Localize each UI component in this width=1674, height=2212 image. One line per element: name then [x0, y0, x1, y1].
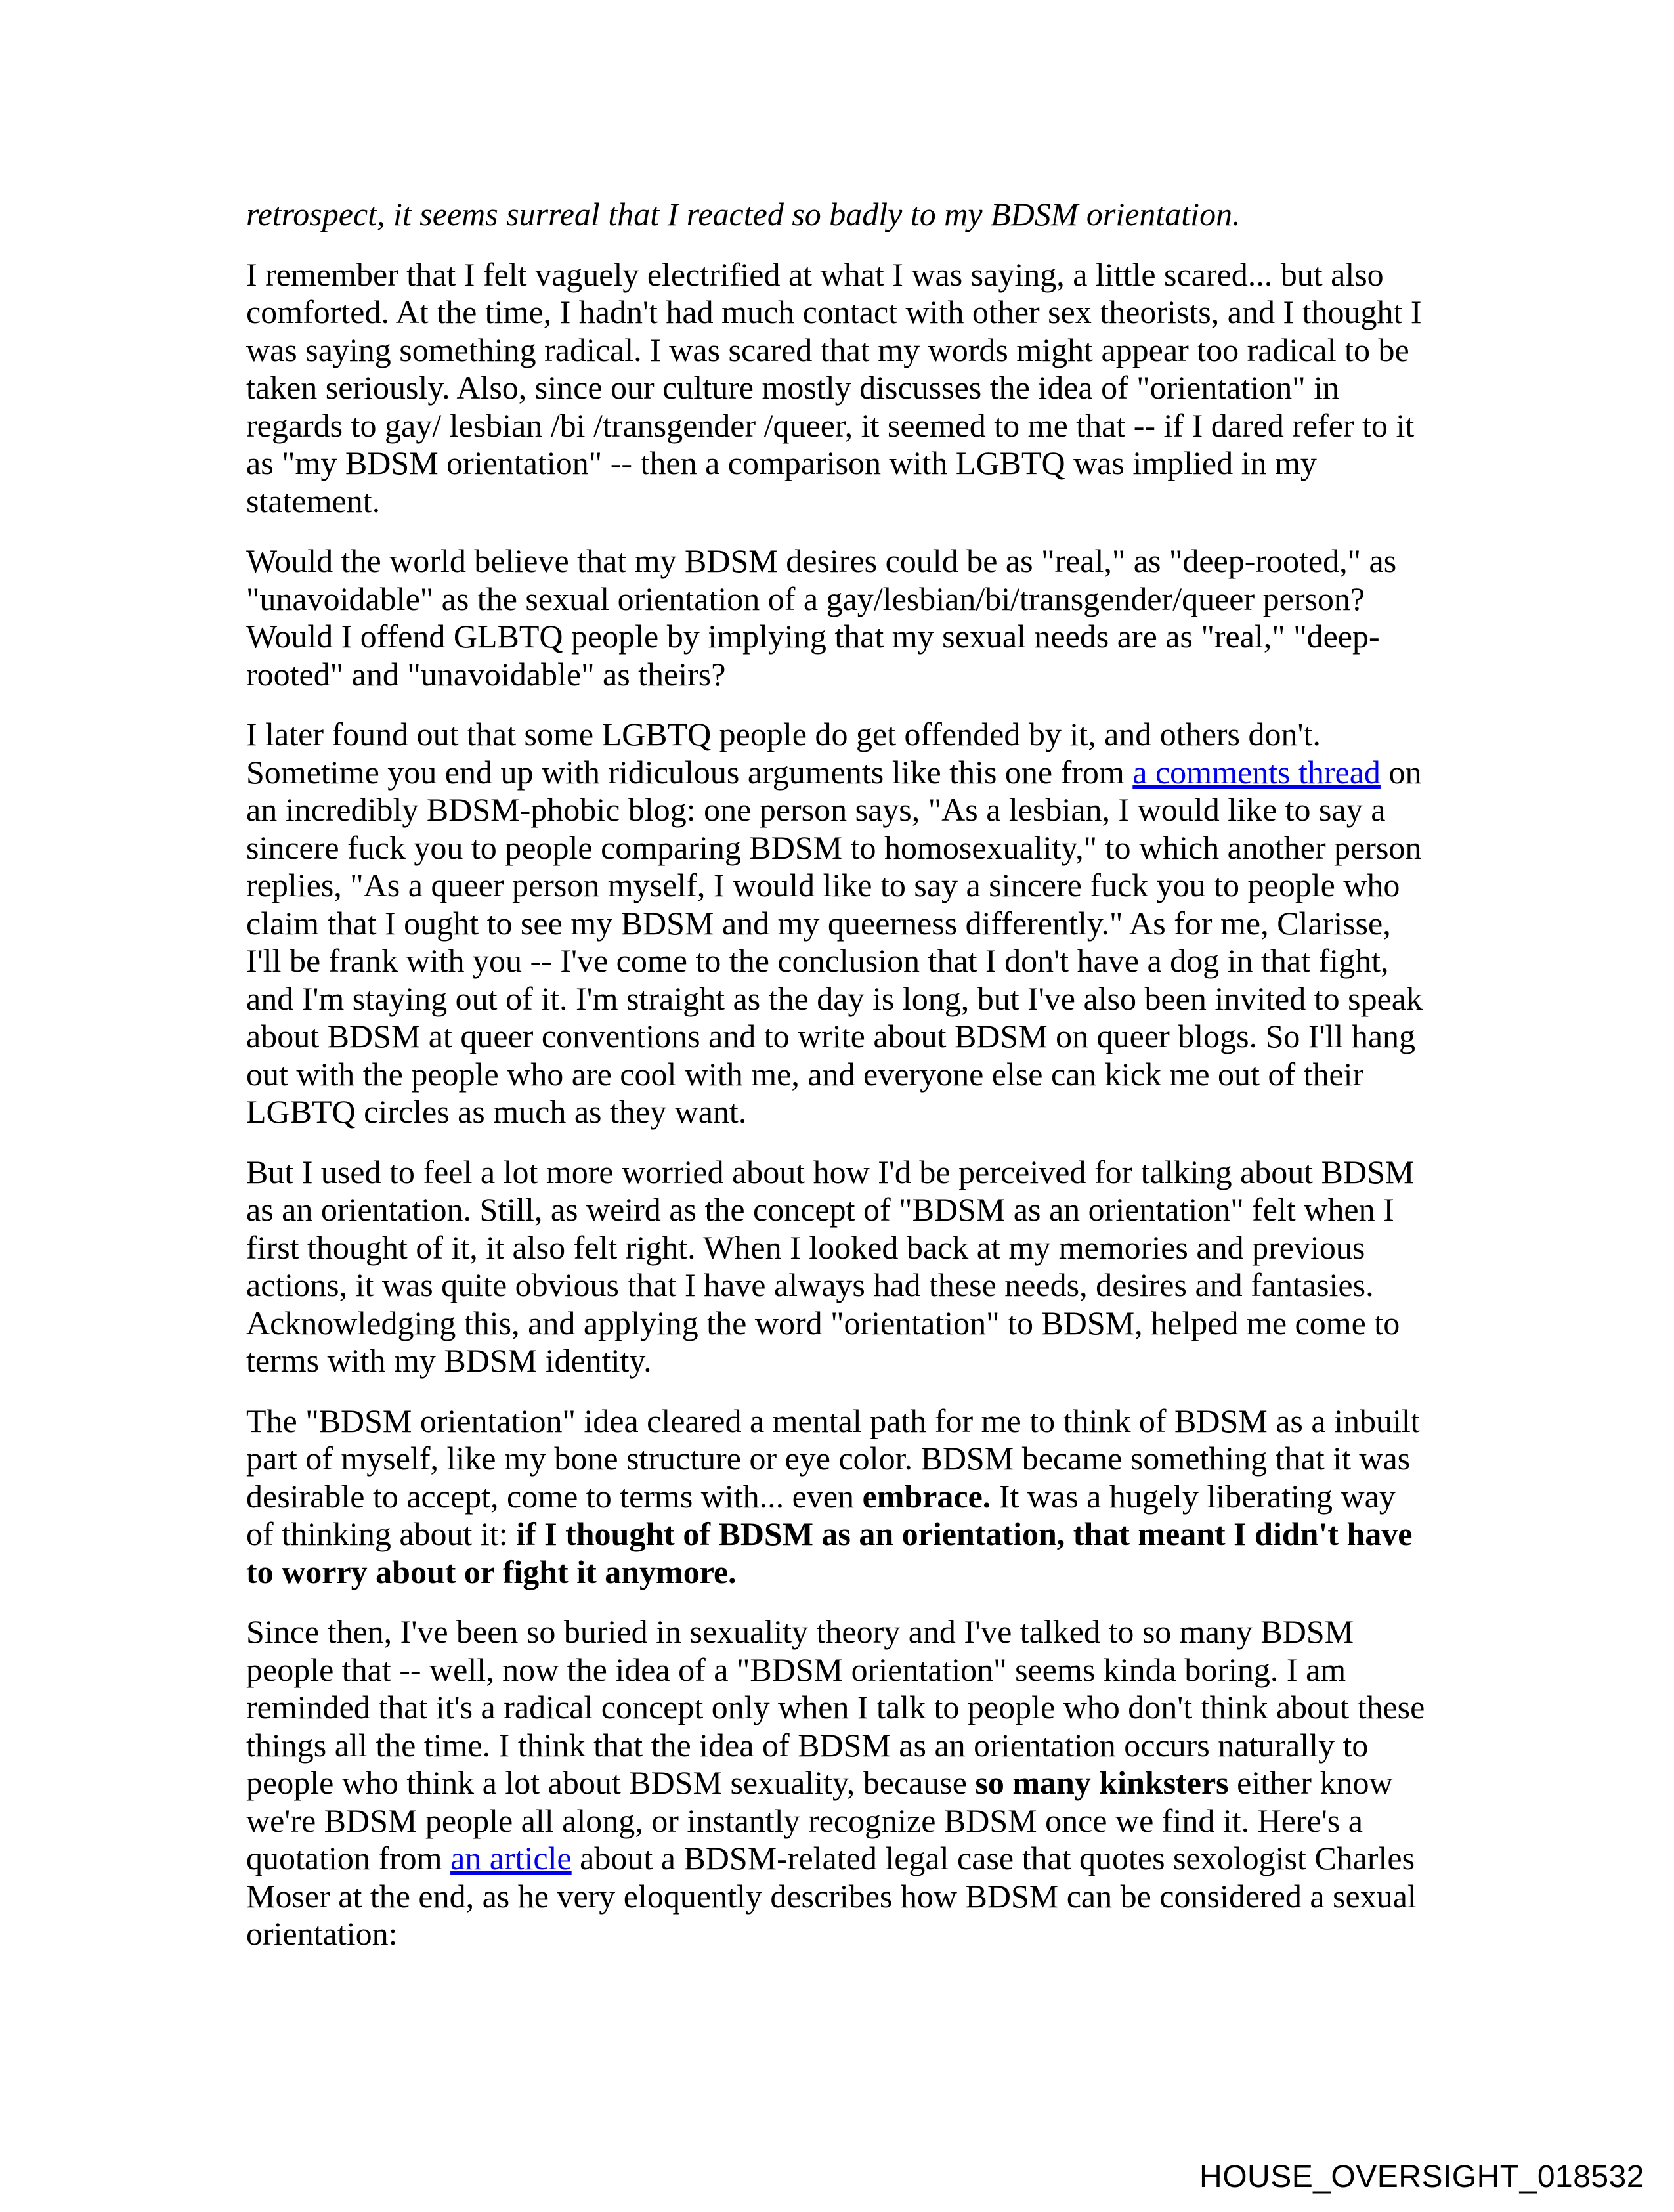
document-body	[246, 196, 1428, 1976]
text-run: It was a hugely liberating way of thinking about it:	[246, 1477, 1396, 1552]
text-run: I later found out that some LGBTQ people do get offended by it, and others don't. Sometime you end up with ridiculous arguments like this one from	[246, 716, 1321, 791]
bold-text: if I thought of BDSM as an orientation, that meant I didn't have to worry about or fight it anymore.	[246, 1515, 1413, 1590]
paragraph-electrified: I remember that I felt vaguely electrified at what I was saying, a little scared... but also comforted. At the time, I hadn't had much contact with other sex theorists, and I thought I was saying something radical. I was scared that my words might appear too radical to be taken seriously. Also, since our culture mostly discusses the idea of "orientation" in regards to gay/ lesbian /bi /transgender /queer, it seemed to me that -- if I dared refer to it as "my BDSM orientation" -- then a comparison with LGBTQ was implied in my statement.	[246, 255, 1422, 519]
comments-thread-link[interactable]: a comments thread	[1132, 753, 1381, 791]
article-link[interactable]: an article	[450, 1840, 572, 1876]
paragraph-world-believe: Would the world believe that my BDSM desires could be as "real," as "deep-rooted," as "unavoidable" as the sexual orientation of a gay/lesbian/bi/transgender/queer person? Would I offend GLBTQ people by implying that my sexual needs are as "real," "deep-rooted" and "unavoidable" as theirs?	[246, 542, 1397, 693]
bold-text: so many kinksters	[975, 1764, 1229, 1801]
text-run: either know we're BDSM people all along, or instantly recognize BDSM once we find it. Here's a quotation from	[246, 1764, 1393, 1876]
bates-stamp: HOUSE_OVERSIGHT_018532	[1199, 2159, 1644, 2194]
text-run: about a BDSM-related legal case that quotes sexologist Charles Moser at the end, as he very eloquently describes how BDSM can be considered a sexual orientation:	[246, 1840, 1417, 1952]
paragraph-worried: But I used to feel a lot more worried about how I'd be perceived for talking about BDSM as an orientation. Still, as weird as the concept of "BDSM as an orientation" felt when I first thought of it, it also felt right. When I looked back at my memories and previous actions, it was quite obvious that I have always had these needs, desires and fantasies. Acknowledging this, and applying the word "orientation" to BDSM, helped me come to terms with my BDSM identity.	[246, 1153, 1415, 1379]
text-run: on an incredibly BDSM-phobic blog: one person says, "As a lesbian, I would like to say a sincere fuck you to people comparing BDSM to homosexuality," to which another person replies, "As a queer person myself, I would like to say a sincere fuck you to people who claim that I ought to see my BDSM and my queerness differently." As for me, Clarisse, I'll be frank with you -- I've come to the conclusion that I don't have a dog in that fight, and I'm staying out of it. I'm straight as the day is long, but I've also been invited to speak about BDSM at queer conventions and to write about BDSM on queer blogs. So I'll hang out with the people who are cool with me, and everyone else can kick me out of their LGBTQ circles as much as they want.	[246, 753, 1423, 1130]
text-run: The "BDSM orientation" idea cleared a mental path for me to think of BDSM as a inbuilt part of myself, like my bone structure or eye color. BDSM became something that it was desirable to accept, come to terms with... even	[246, 1402, 1420, 1515]
bold-text: embrace.	[862, 1477, 991, 1515]
paragraph-since-then	[246, 1613, 1428, 1953]
text-run: Since then, I've been so buried in sexuality theory and I've talked to so many BDSM people that -- well, now the idea of a "BDSM orientation" seems kinda boring. I am reminded that it's a radical concept only when I talk to people who don't think about these things all the time. I think that the idea of BDSM as an orientation occurs naturally to people who think a lot about BDSM sexuality, because	[246, 1613, 1425, 1801]
paragraph-retrospect: retrospect, it seems surreal that I reacted so badly to my BDSM orientation.	[246, 196, 1241, 232]
paragraph-mental-path	[246, 1402, 1428, 1592]
paragraph-lgbtq-offended	[246, 716, 1428, 1131]
